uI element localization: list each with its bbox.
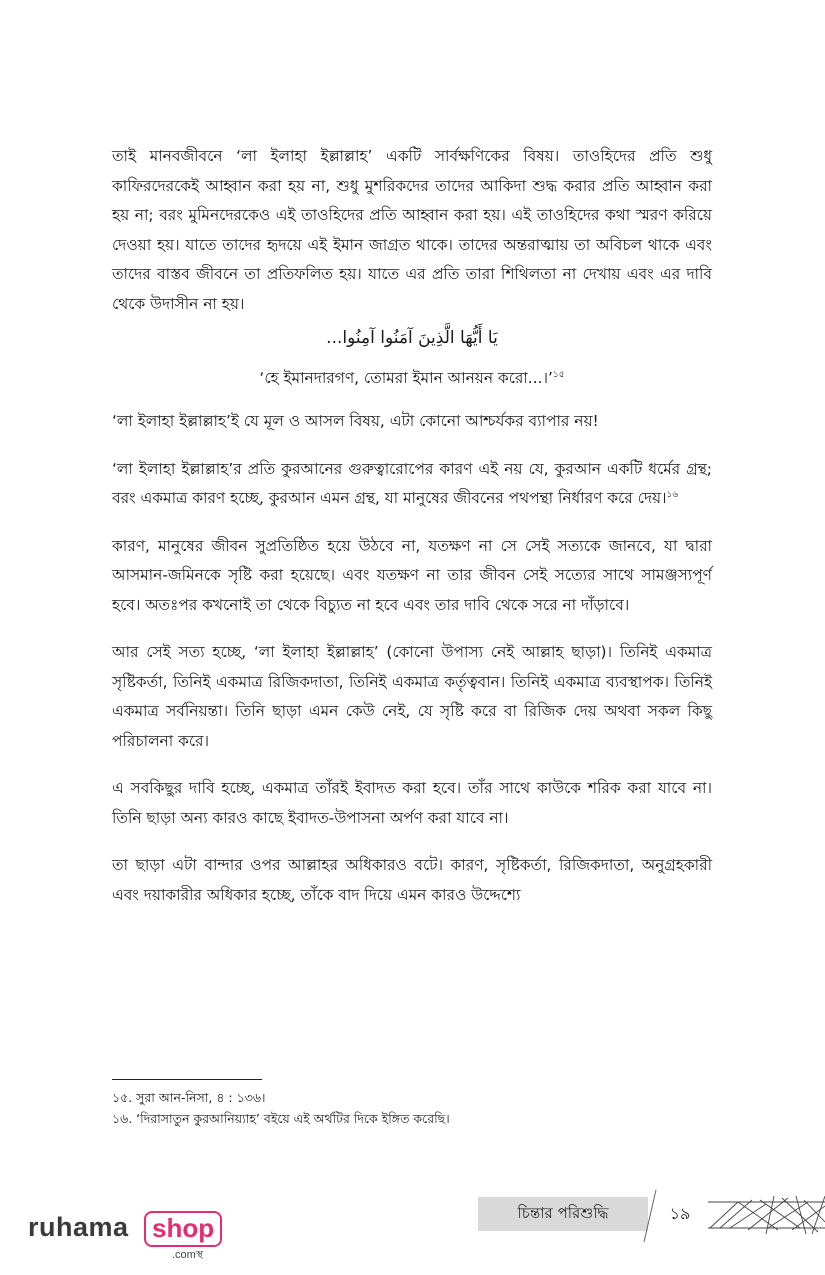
page-number: ১৯ [669, 1203, 691, 1223]
paragraph-truth: আর সেই সত্য হচ্ছে, ‘লা ইলাহা ইল্লাল্লাহ’ (কোনো উপাস্য নেই আল্লাহ ছাড়া)। তিনিই একমাত্র সৃষ্টিকর্তা, তিনিই একমাত্র রিজিকদাতা, তিনিই একমাত্র কর্তৃত্ববান। তিনিই একমাত্র ব্যবস্থাপক। তিনিই একমাত্র সর্বনিয়ন্তা। তিনি ছাড়া এমন কেউ নেই, যে সৃষ্টি করে বা রিজিক দেয় অথবা সকল কিছু পরিচালনা করে। [112, 643, 712, 750]
paragraph-intro: তাই মানবজীবনে ‘লা ইলাহা ইল্লাল্লাহ’ একটি সার্বক্ষণিকের বিষয়। তাওহিদের প্রতি শুধু কাফিরদেরকেই আহ্বান করা হয় না, শুধু মুশরিকদের তাদের আকিদা শুদ্ধ করার প্রতি আহ্বান করা হয় না; বরং মুমিনদেরকেও এই তাওহিদের প্রতি আহ্বান করা হয়। এই তাওহিদের কথা স্মরণ করিয়ে দেওয়া হয়। যাতে তাদের হৃদয়ে এই ইমান জাগ্রত থাকে। তাদের অন্তরাত্মায় তা অবিচল থাকে এবং তাদের বাস্তব জীবনে তা প্রতিফলিত হয়। যাতে এর প্রতি তারা শিথিলতা না দেখায় এবং এর দাবি থেকে উদাসীন না হয়। [112, 147, 712, 313]
decorative-line-pattern-icon [708, 1194, 825, 1236]
logo-subtext: .comস্থ [172, 1249, 204, 1261]
verse-translation [112, 363, 712, 393]
statement: ‘লা ইলাহা ইল্লাল্লাহ’ই যে মূল ও আসল বিষয়, এটা কোনো আশ্চর্যকর ব্যাপার নয়! [112, 412, 599, 430]
logo-text-left: ruhama [28, 1212, 129, 1242]
footnote-divider [112, 1079, 262, 1080]
paragraph-right: তা ছাড়া এটা বান্দার ওপর আল্লাহর অধিকারও বটে। কারণ, সৃষ্টিকর্তা, রিজিকদাতা, অনুগ্রহকারী এবং দয়াকারীর অধিকার হচ্ছে, তাঁকে বাদ দিয়ে এমন কারও উদ্দেশ্যে [112, 856, 712, 904]
footnote-ref-16: ১৬ [666, 489, 679, 500]
paragraph-quran-text: ‘লা ইলাহা ইল্লাল্লাহ’র প্রতি কুরআনের গুরুত্বারোপের কারণ এই নয় যে, কুরআন একটি ধর্মের গ্রন্থ; বরং একমাত্র কারণ হচ্ছে, কুরআন এমন গ্রন্থ, যা মানুষের জীবনের পথপন্থা নির্ধারণ করে দেয়। [112, 459, 712, 507]
arabic-verse: يَا أَيُّهَا الَّذِينَ آمَنُوا آمِنُوا... [326, 328, 498, 348]
logo-text-right: shop [144, 1211, 222, 1247]
footnote-15: ১৫. সুরা আন-নিসা, ৪ : ১৩৬। [112, 1090, 266, 1105]
verse-translation-text: ‘হে ইমানদারগণ, তোমরা ইমান আনয়ন করো...।’ [259, 369, 553, 387]
paragraph-demand: এ সবকিছুর দাবি হচ্ছে, একমাত্র তাঁরই ইবাদত করা হবে। তাঁর সাথে কাউকে শরিক করা যাবে না। তিনি ছাড়া অন্য কারও কাছে ইবাদত-উপাসনা অর্পণ করা যাবে না। [112, 779, 712, 827]
paragraph-reason: কারণ, মানুষের জীবন সুপ্রতিষ্ঠিত হয়ে উঠবে না, যতক্ষণ না সে সেই সত্যকে জানবে, যা দ্বারা আসমান-জমিনকে সৃষ্টি করা হয়েছে। এবং যতক্ষণ না তার জীবন সেই সত্যের সাথে সামঞ্জস্যপূর্ণ হবে। অতঃপর কখনোই তা থেকে বিচ্যুত না হবে এবং তার দাবি থেকে সরে না দাঁড়াবে। [112, 536, 712, 614]
main-text [112, 142, 712, 928]
footnote-16: ১৬. ‘দিরাসাতুন কুরআনিয়্যাহ’ বইয়ে এই অর্থটির দিকে ইঙ্গিত করেছি। [112, 1111, 450, 1126]
running-title [478, 1197, 648, 1231]
book-title: চিন্তার পরিশুদ্ধি [517, 1203, 609, 1222]
paragraph-quran [112, 455, 712, 514]
footnotes [112, 1087, 712, 1129]
footnote-ref-15: ১৫ [552, 369, 565, 380]
ruhamashop-logo [28, 1208, 228, 1261]
